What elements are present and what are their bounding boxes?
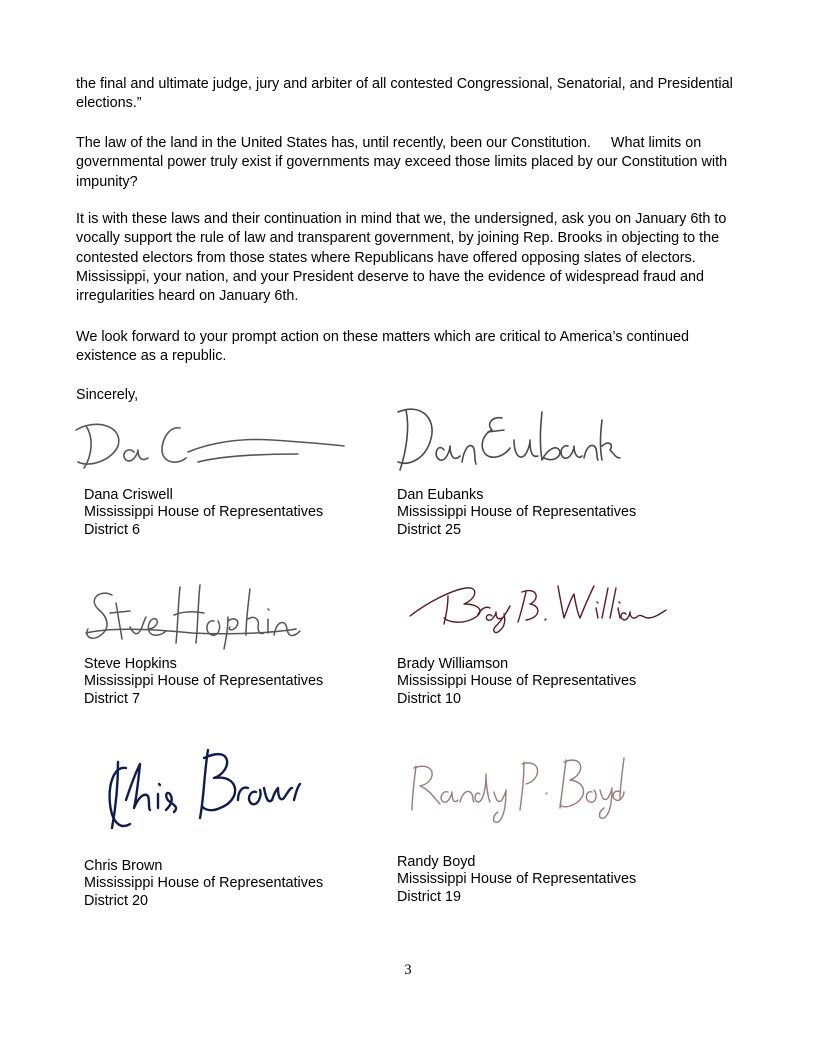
signer-district: District 19 (397, 888, 461, 905)
signer-district: District 7 (84, 690, 140, 707)
signer-name: Dan Eubanks (397, 487, 484, 503)
signer-district: District 25 (397, 521, 461, 538)
letter-paragraph-3: It is with these laws and their continuation in mind that we, the undersigned, ask you on January 6th to vocally support the rule of law and transparent government, by joining Rep. Brooks in objecting to the contested electors from those states where Republicans have offered opposing slates of electors. Mississippi, your nation, and your President deserve to have the evidence of widespread fraud and irregularities heard on January 6th. (76, 211, 731, 305)
signer-name: Steve Hopkins (84, 656, 177, 672)
signer-name: Randy Boyd (397, 854, 476, 870)
letter-paragraph-1: the final and ultimate judge, jury and arbiter of all contested Congressional, Senatorial, and Presidential elections.” (76, 76, 737, 112)
signer-title: Mississippi House of Representatives (84, 875, 324, 892)
signature-steve-hopkins (82, 577, 302, 649)
page-number: 3 (404, 962, 412, 978)
signer-title: Mississippi House of Representatives (397, 673, 637, 690)
signer-title: Mississippi House of Representatives (84, 673, 324, 690)
signer-district: District 6 (84, 521, 140, 538)
letter-paragraph-2: The law of the land in the United States has, until recently, been our Constitution. What limits on governmental power truly exist if governments may exceed those limits placed by our Constitution with impunity? (76, 135, 732, 190)
signer-block-dana-criswell (84, 487, 323, 539)
signer-district: District 10 (397, 690, 461, 707)
signer-block-brady-williamson (397, 656, 636, 708)
signer-name: Chris Brown (84, 858, 163, 874)
signer-name: Brady Williamson (397, 656, 509, 672)
signer-block-chris-brown (84, 858, 323, 910)
signer-title: Mississippi House of Representatives (397, 504, 637, 521)
signer-title: Mississippi House of Representatives (397, 871, 637, 888)
signature-chris-brown (104, 744, 304, 834)
letter-paragraph-4: We look forward to your prompt action on these matters which are critical to America’s continued existence as a republic. (76, 329, 693, 365)
signer-block-steve-hopkins (84, 656, 323, 708)
signature-randy-boyd (408, 752, 632, 824)
signature-dana-criswell (72, 412, 352, 474)
signer-block-dan-eubanks (397, 487, 636, 539)
signer-district: District 20 (84, 892, 148, 909)
signer-block-randy-boyd (397, 854, 636, 906)
signature-brady-williamson (408, 578, 668, 634)
signer-name: Dana Criswell (84, 487, 173, 503)
signature-dan-eubanks (392, 400, 622, 474)
letter-closing: Sincerely, (76, 387, 139, 403)
signer-title: Mississippi House of Representatives (84, 504, 324, 521)
